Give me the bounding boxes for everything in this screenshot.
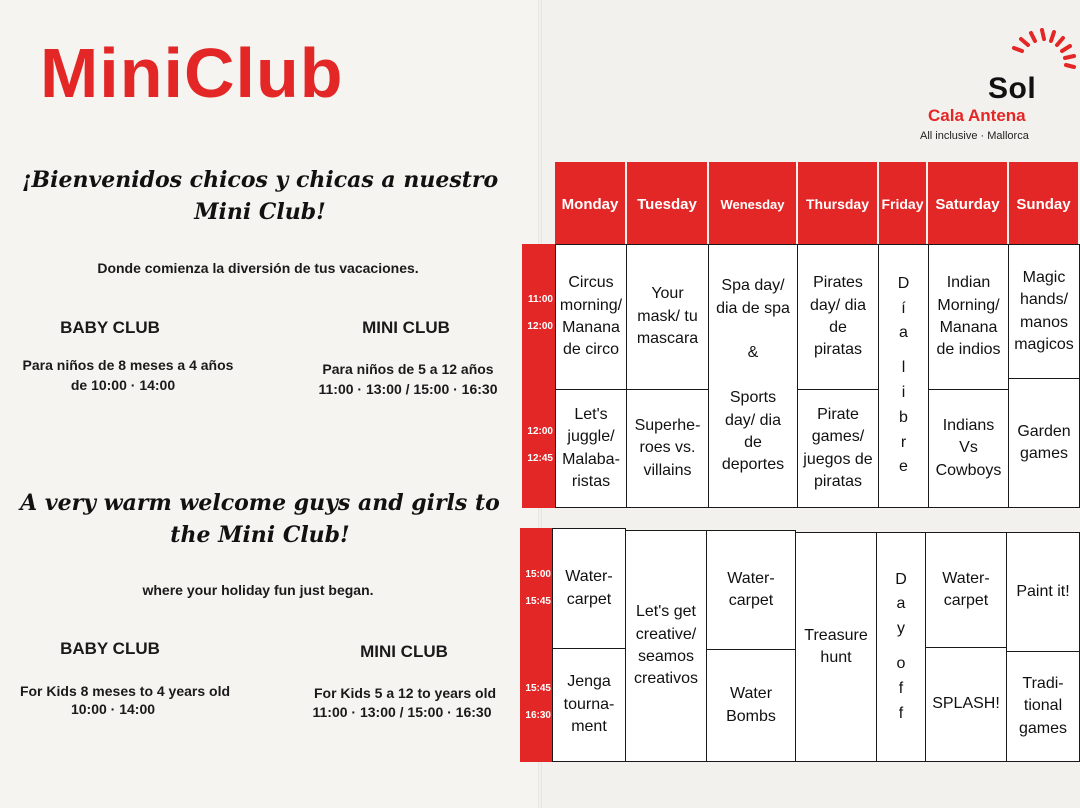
welcome-english: A very warm welcome guys and girls to the Mini Club! <box>20 490 500 548</box>
afternoon-friday-letters <box>895 568 907 727</box>
morning-sunday-slot1: Magic hands/ manos magicos <box>1008 244 1080 379</box>
afternoon-sunday-slot2: Tradi- tional games <box>1006 651 1080 762</box>
time-label: 15:45 <box>525 596 551 607</box>
welcome-spanish: ¡Bienvenidos chicos y chicas a nuestro Mini Club! <box>21 167 499 225</box>
time-label: 11:00 <box>527 294 553 305</box>
time-label: 15:00 <box>525 569 551 580</box>
baby-club-hours-es: de 10:00 · 14:00 <box>70 377 176 393</box>
friday-letter: f <box>898 679 904 697</box>
friday-letter: a <box>899 324 908 342</box>
baby-club-ages-es: Para niños de 8 meses a 4 años <box>22 357 234 373</box>
day-wednesday: Wenesday <box>709 162 798 246</box>
friday-letter: y <box>897 620 905 638</box>
morning-monday-slot2: Let's juggle/ Malaba- ristas <box>555 389 627 508</box>
friday-letter: i <box>901 384 906 401</box>
mini-club-hours-en: 11:00 · 13:00 / 15:00 · 16:30 <box>312 704 492 720</box>
morning-tuesday-slot2: Superhe- roes vs. villains <box>626 389 709 508</box>
morning-friday <box>878 244 929 508</box>
afternoon-sunday-slot1: Paint it! <box>1006 532 1080 652</box>
logo-subtitle: All inclusive · Mallorca <box>920 130 1029 142</box>
time-label: 15:45 <box>525 683 551 694</box>
friday-letter: e <box>899 458 908 476</box>
mini-club-ages-en: For Kids 5 a 12 to years old <box>313 685 497 701</box>
baby-club-hours-en: 10:00 · 14:00 <box>70 701 156 717</box>
morning-saturday-slot2: Indians Vs Cowboys <box>928 389 1009 508</box>
sun-logo-icon <box>1000 26 1080 76</box>
afternoon-saturday-slot2: SPLASH! <box>925 647 1007 762</box>
baby-club-heading-en: BABY CLUB <box>60 639 160 658</box>
friday-letter: D <box>897 274 910 292</box>
friday-letter: f <box>898 704 904 722</box>
day-sunday: Sunday <box>1009 162 1078 246</box>
logo-brand: Sol <box>988 72 1037 105</box>
morning-time-sidebar <box>522 244 555 508</box>
afternoon-tuesday: Let's get creative/ seamos creativos <box>625 530 707 762</box>
time-label: 16:30 <box>525 710 551 721</box>
time-label: 12:00 <box>527 321 553 332</box>
tagline-english: where your holiday fun just began. <box>142 582 374 598</box>
friday-letter: b <box>899 408 908 426</box>
baby-club-heading-es: BABY CLUB <box>60 318 160 337</box>
afternoon-wednesday-slot1: Water- carpet <box>706 530 796 650</box>
day-thursday: Thursday <box>798 162 879 246</box>
day-tuesday: Tuesday <box>627 162 709 246</box>
logo-hotel: Cala Antena <box>928 106 1026 125</box>
time-label: 12:45 <box>527 453 553 464</box>
friday-letter: D <box>895 570 907 588</box>
morning-monday-slot1: Circus morning/ Manana de circo <box>555 244 627 390</box>
baby-club-ages-en: For Kids 8 meses to 4 years old <box>19 683 231 699</box>
morning-thursday-slot1: Pirates day/ dia de piratas <box>797 244 879 390</box>
afternoon-monday-slot1: Water- carpet <box>552 528 626 649</box>
morning-saturday-slot1: Indian Morning/ Manana de indios <box>928 244 1009 390</box>
morning-sunday-slot2: Garden games <box>1008 378 1080 508</box>
mini-club-ages-es: Para niños de 5 a 12 años <box>322 361 494 377</box>
afternoon-monday-slot2: Jenga tourna- ment <box>552 648 626 762</box>
afternoon-time-sidebar <box>520 528 553 762</box>
day-saturday: Saturday <box>928 162 1009 246</box>
afternoon-saturday-slot1: Water- carpet <box>925 532 1007 648</box>
mini-club-hours-es: 11:00 · 13:00 / 15:00 · 16:30 <box>318 381 498 397</box>
day-friday: Friday <box>879 162 928 246</box>
afternoon-thursday: Treasure hunt <box>795 532 877 762</box>
mini-club-heading-es: MINI CLUB <box>362 318 450 337</box>
afternoon-friday <box>876 532 926 762</box>
mini-club-heading-en: MINI CLUB <box>360 642 448 661</box>
friday-letter: í <box>901 299 906 317</box>
morning-thursday-slot2: Pirate games/ juegos de piratas <box>797 389 879 508</box>
friday-letter: r <box>900 433 907 451</box>
day-monday: Monday <box>555 162 627 246</box>
morning-friday-letters <box>898 272 910 480</box>
friday-letter <box>899 642 903 652</box>
time-label: 12:00 <box>527 426 553 437</box>
friday-letter: o <box>896 655 906 672</box>
tagline-spanish: Donde comienza la diversión de tus vacaciones. <box>97 260 419 276</box>
page-title: MiniClub <box>40 34 344 112</box>
friday-letter: a <box>896 595 906 613</box>
morning-tuesday-slot1: Your mask/ tu mascara <box>626 244 709 390</box>
friday-letter <box>901 346 905 356</box>
friday-letter: l <box>901 359 906 377</box>
morning-wednesday: Spa day/ dia de spa & Sports day/ dia de deportes <box>708 244 798 508</box>
afternoon-wednesday-slot2: Water Bombs <box>706 649 796 762</box>
